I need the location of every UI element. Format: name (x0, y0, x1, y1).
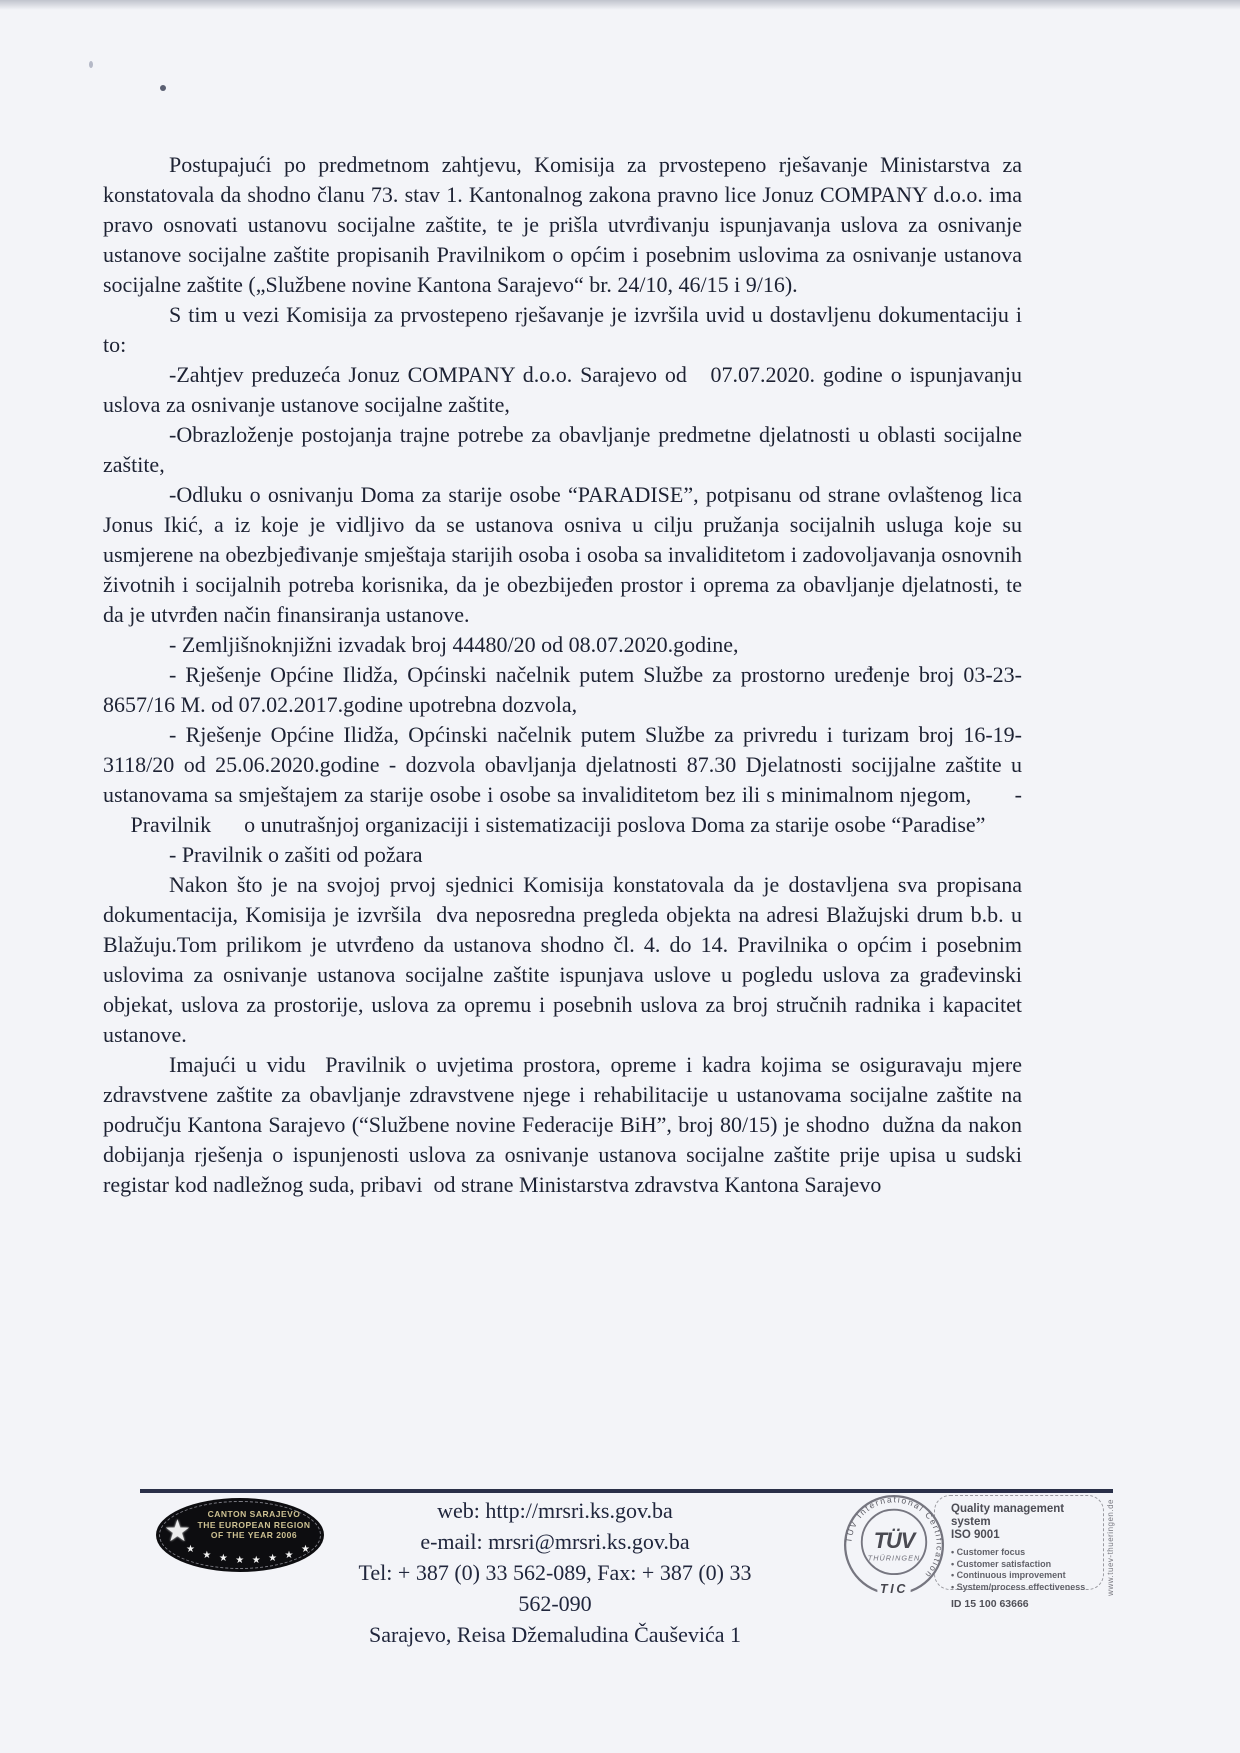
canton-sarajevo-emblem (156, 1498, 324, 1572)
contact-email: e-mail: mrsri@mrsri.ks.gov.ba (420, 1529, 690, 1554)
star-icon: ★ (300, 1544, 310, 1555)
seal-title: Quality management system (951, 1503, 1065, 1528)
emblem-line: OF THE YEAR 2006 (210, 1530, 298, 1540)
contact-web: web: http://mrsri.ks.gov.ba (437, 1498, 673, 1523)
seal-bullet: • Customer focus (951, 1547, 1026, 1557)
list-item: - Rješenje Općine Ilidža, Općinski načelnik putem Službe za privredu i turizam broj 16-19-3118/20 od 25.06.2020.godine - dozvola obavljanja djelatnosti 87.30 Djelatnosti socijjalne zaštite u ustanovama sa smještajem za starije osobe i osobe sa invaliditetom bez ili s minimalnom njegom, - Pravilnik o unutrašnjoj organizaciji i sistematizaciji poslova Doma za starije osobe “Paradise” (103, 722, 1022, 837)
scan-speck (89, 61, 93, 68)
emblem-line: THE EUROPEAN REGION (197, 1519, 311, 1530)
tic-text: TIC (880, 1581, 908, 1596)
contact-fax-number: 562-090 (518, 1591, 592, 1616)
seal-bullet: • System/process effectiveness (951, 1581, 1086, 1592)
list-item: -Odluku o osnivanju Doma za starije osobe “PARADISE”, potpisanu od strane ovlaštenog lica Jonus Ikić, a iz koje je vidljivo da se ustanova osniva u cilju pružanja socijalnih usluga koje su usmjerene na obezbjeđivanje smještaja starijih osoba i osoba sa invaliditetom i zadovoljavanja osnovnih životnih i socijalnih potreba korisnika, da je obezbijeđen prostor i oprema za obavljanje djelatnosti, te da je utvrđen način finansiranja ustanove. (103, 482, 1022, 627)
star-icon: ★ (284, 1550, 294, 1561)
list-item: - Pravilnik o zašiti od požara (169, 842, 423, 867)
star-icon: ★ (202, 1550, 212, 1561)
tuv-certification-seal (842, 1493, 1115, 1610)
footer-divider (140, 1489, 1113, 1493)
stamp-ring-text: TÜV International Certification (843, 1494, 945, 1581)
paragraph: Imajući u vidu Pravilnik o uvjetima prostora, opreme i kadra kojima se osiguravaju mjere zdravstvene zaštite za obavljanje zdravstvene njege i rehabilitacije u ustanovama socijalne zaštite na području Kantona Sarajevo (“Službene novine Federacije BiH”, broj 80/15) je shodno dužna da nakon dobijanja rješenja o ispunjenosti uslova za osnivanje ustanova socijalne zaštite prije upisa u sudski registar kod nadležnog suda, pribavi od strane Ministarstva zdravstva Kantona Sarajevo (103, 1052, 1022, 1197)
list-item: - Rješenje Općine Ilidža, Općinski načelnik putem Službe za prostorno uređenje broj 03-23-8657/16 M. od 07.02.2017.godine upotrebna dozvola, (103, 662, 1022, 717)
seal-website: www.tuev-thueringen.de (1106, 1499, 1115, 1596)
contact-phone: Tel: + 387 (0) 33 562-089, Fax: + 387 (0) 33 (358, 1560, 752, 1585)
contact-block (320, 1495, 790, 1650)
scan-artifact-top-edge (0, 0, 1240, 10)
list-item: - Zemljišnoknjižni izvadak broj 44480/20 od 08.07.2020.godine, (169, 632, 739, 657)
star-icon: ★ (218, 1553, 228, 1564)
seal-bullet: • Customer satisfaction (951, 1558, 1052, 1569)
tuv-stamp-icon (842, 1493, 946, 1597)
star-icon: ★ (186, 1544, 195, 1555)
star-icon: ★ (164, 1514, 191, 1549)
iso-panel (934, 1495, 1104, 1610)
contact-address: Sarajevo, Reisa Džemaludina Čauševića 1 (368, 1622, 742, 1647)
paragraph: S tim u vezi Komisija za prvostepeno rješavanje je izvršila uvid u dostavljenu dokumentaciju i to: (103, 302, 1022, 357)
seal-subtitle: ISO 9001 (951, 1529, 1000, 1541)
emblem-star-arc (186, 1544, 310, 1566)
tuv-logo-text: TÜV (873, 1528, 915, 1554)
paragraph: Nakon što je na svojoj prvoj sjednici Komisija konstatovala da je dostavljena sva propisana dokumentacija, Komisija je izvršila dva neposredna pregleda objekta na adresi Blažujski drum b.b. u Blažuju.Tom prilikom je utvrđeno da ustanova shodno čl. 4. do 14. Pravilnika o općim i posebnim uslovima za osnivanje ustanova socijalne zaštite ispunjava uslove u pogledu uslova za građevinski objekat, uslova za prostorije, uslova za opremu i posebnih uslova za broj stručnih radnika i kapacitet ustanove. (103, 872, 1022, 1047)
tuv-logo-subtext: THÜRINGEN (867, 1553, 921, 1563)
list-item: -Obrazloženje postojanja trajne potrebe za obavljanje predmetne djelatnosti u oblasti socijalne zaštite, (103, 422, 1022, 477)
list-item: -Zahtjev preduzeća Jonuz COMPANY d.o.o. Sarajevo od 07.07.2020. godine o ispunjavanju uslova za osnivanje ustanove socijalne zaštite, (103, 362, 1022, 417)
star-icon: ★ (235, 1555, 245, 1566)
document-body (103, 150, 1022, 1200)
emblem-text (194, 1509, 314, 1541)
seal-bullet-list (951, 1547, 1097, 1593)
seal-bullet: • Continuous improvement (951, 1570, 1066, 1580)
seal-id: ID 15 100 63666 (951, 1598, 1029, 1610)
star-icon: ★ (268, 1553, 278, 1564)
star-icon: ★ (251, 1555, 261, 1566)
paragraph: Postupajući po predmetnom zahtjevu, Komisija za prvostepeno rješavanje Ministarstva za konstatovala da shodno članu 73. stav 1. Kantonalnog zakona pravno lice Jonuz COMPANY d.o.o. ima pravo osnovati ustanovu socijalne zaštite, te je prišla utvrđivanju ispunjavanja uslova za osnivanje ustanove socijalne zaštite propisanih Pravilnikom o općim i posebnim uslovima za osnivanje ustanova socijalne zaštite („Službene novine Kantona Sarajevo“ br. 24/10, 46/15 i 9/16). (103, 152, 1022, 297)
scan-speck (160, 85, 166, 91)
emblem-line: CANTON SARAJEVO (207, 1509, 301, 1519)
